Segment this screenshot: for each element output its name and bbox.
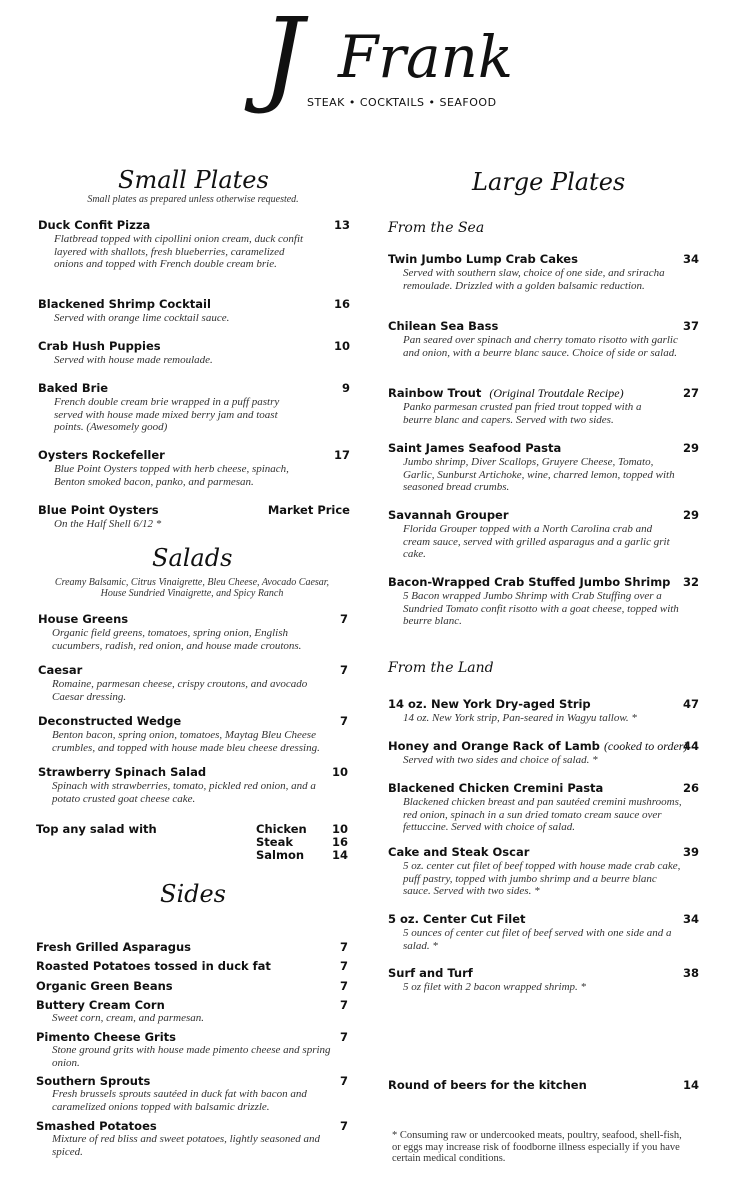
salad-addon-price: 10 — [332, 822, 349, 836]
menu-item-description: Organic field greens, tomatoes, spring onion, English cucumbers, radish, red onion, and house made croutons. — [52, 627, 302, 652]
menu-item-description: Blue Point Oysters topped with herb cheese, spinach, Benton smoked bacon, panko, and parmesan. — [54, 463, 289, 488]
menu-item-price: 44 — [682, 739, 699, 753]
menu-item-note: (Original Troutdale Recipe) — [489, 386, 624, 400]
menu-item-name-text: Honey and Orange Rack of Lamb — [388, 739, 600, 753]
menu-item-price: 7 — [339, 1119, 348, 1133]
menu-item-description: Flatbread topped with cipollini onion cream, duck confit layered with shallots, fresh blueberries, caramelized onions and topped with French double cream brie. — [54, 233, 304, 270]
menu-item-price: 37 — [682, 319, 699, 333]
menu-item-name: Surf and Turf — [388, 966, 473, 980]
menu-item-name: Buttery Cream Corn — [36, 998, 165, 1012]
menu-item-price: 39 — [682, 845, 699, 859]
menu-item-price: 14 — [682, 1078, 699, 1092]
menu-item-price: 10 — [333, 339, 350, 353]
menu-item-name: Fresh Grilled Asparagus — [36, 940, 192, 954]
logo-initial: J — [262, 0, 302, 117]
menu-item-description: Served with two sides and choice of salad. * — [403, 754, 598, 766]
salad-addon-price: 16 — [332, 835, 349, 849]
menu-item-name: Smashed Potatoes — [36, 1119, 157, 1133]
menu-item-note: (cooked to order) — [603, 739, 688, 753]
tagline: STEAK • COCKTAILS • SEAFOOD — [307, 96, 497, 109]
menu-item-price: 7 — [339, 1030, 348, 1044]
menu-item-description: Benton bacon, spring onion, tomatoes, Maytag Bleu Cheese crumbles, and topped with house made bleu cheese dressing. — [52, 729, 320, 754]
salad-addon-name: Steak — [256, 835, 293, 849]
menu-item-description: Stone ground grits with house made pimento cheese and spring onion. — [52, 1044, 331, 1069]
menu-item-price: 17 — [333, 448, 350, 462]
from-the-land-title: From the Land — [388, 660, 494, 676]
menu-item-name: Blackened Shrimp Cocktail — [38, 297, 211, 311]
menu-item-name: Organic Green Beans — [36, 979, 173, 993]
menu-item-name — [388, 739, 687, 754]
salad-addon-label: Top any salad with — [36, 822, 157, 836]
menu-item-description: Spinach with strawberries, tomato, pickled red onion, and a potato crusted goat cheese cake. — [52, 780, 316, 805]
menu-item-name: Bacon-Wrapped Crab Stuffed Jumbo Shrimp — [388, 575, 671, 589]
menu-item-name: Blackened Chicken Cremini Pasta — [388, 781, 604, 795]
menu-item-description: 5 Bacon wrapped Jumbo Shrimp with Crab Stuffing over a Sundried Tomato confit risotto with a goat cheese, topped with beurre blanc. — [403, 590, 679, 627]
menu-item-name: Deconstructed Wedge — [38, 714, 182, 728]
menu-item-price: 7 — [339, 998, 348, 1012]
menu-item-description: On the Half Shell 6/12 * — [54, 518, 162, 530]
menu-item-description: Sweet corn, cream, and parmesan. — [52, 1012, 205, 1024]
menu-item-name: Crab Hush Puppies — [38, 339, 161, 353]
small-plates-note: Small plates as prepared unless otherwise requested. — [87, 194, 299, 205]
menu-item-name-text: Rainbow Trout — [388, 386, 482, 400]
menu-item-name: Baked Brie — [38, 381, 109, 395]
menu-item-name: Saint James Seafood Pasta — [388, 441, 562, 455]
menu-item-price: 29 — [682, 441, 699, 455]
menu-item-name: Strawberry Spinach Salad — [38, 765, 207, 779]
menu-item-price: 34 — [682, 912, 699, 926]
menu-item-price: 26 — [682, 781, 699, 795]
menu-item-name: Cake and Steak Oscar — [388, 845, 530, 859]
menu-item-description: Fresh brussels sprouts sautéed in duck fat with bacon and caramelized onions topped with balsamic drizzle. — [52, 1088, 307, 1113]
menu-item-name — [388, 386, 624, 401]
salad-addon-name: Chicken — [256, 822, 307, 836]
menu-item-description: Served with orange lime cocktail sauce. — [54, 312, 230, 324]
menu-item-description: Romaine, parmesan cheese, crispy croutons, and avocado Caesar dressing. — [52, 678, 308, 703]
menu-item-price: 9 — [341, 381, 350, 395]
menu-item-description: 5 oz filet with 2 bacon wrapped shrimp. * — [403, 981, 587, 993]
menu-item-description: Mixture of red bliss and sweet potatoes, lightly seasoned and spiced. — [52, 1133, 321, 1158]
menu-item-price: 7 — [339, 663, 348, 677]
menu-item-price: 27 — [682, 386, 699, 400]
menu-item-name: Duck Confit Pizza — [38, 218, 151, 232]
menu-item-name: 5 oz. Center Cut Filet — [388, 912, 526, 926]
menu-item-name: Pimento Cheese Grits — [36, 1030, 177, 1044]
menu-item-description: French double cream brie wrapped in a puff pastry served with house made mixed berry jam and toast points. (Awesomely good) — [54, 396, 280, 433]
menu-item-description: Pan seared over spinach and cherry tomato risotto with garlic and onion, with a beurre blanc sauce. Choice of side or salad. — [403, 334, 678, 359]
menu-item-name: Oysters Rockefeller — [38, 448, 165, 462]
menu-item-name: Caesar — [38, 663, 83, 677]
menu-item-price: 7 — [339, 1074, 348, 1088]
menu-item-name: Blue Point Oysters — [38, 503, 159, 517]
menu-item-price: 10 — [331, 765, 348, 779]
menu-item-price: 38 — [682, 966, 699, 980]
menu-item-price: 7 — [339, 714, 348, 728]
food-safety-footnote: * Consuming raw or undercooked meats, poultry, seafood, shell-fish, or eggs may increase risk of foodborne illness especially if you have certain medical conditions. — [392, 1130, 682, 1164]
menu-item-price: 34 — [682, 252, 699, 266]
menu-item-price: 16 — [333, 297, 350, 311]
menu-item-price: 7 — [339, 979, 348, 993]
salad-addon-price: 14 — [332, 848, 349, 862]
menu-item-name: Savannah Grouper — [388, 508, 509, 522]
menu-item-description: Panko parmesan crusted pan fried trout topped with a beurre blanc and capers. Served with two sides. — [403, 401, 642, 426]
logo-word: Frank — [338, 23, 514, 91]
salads-title: Salads — [152, 544, 233, 572]
menu-item-description: Blackened chicken breast and pan sautéed cremini mushrooms, red onion, spinach in a sun dried tomato cream sauce over fettuccine. Served with choice of salad. — [403, 796, 682, 833]
menu-item-description: Served with house made remoulade. — [54, 354, 213, 366]
small-plates-title: Small Plates — [118, 166, 269, 194]
menu-item-name: Roasted Potatoes tossed in duck fat — [36, 959, 271, 973]
sides-title: Sides — [160, 880, 226, 908]
menu-item-description: Florida Grouper topped with a North Carolina crab and cream sauce, served with grilled asparagus and a garlic grit cake. — [403, 523, 670, 560]
menu-item-price: 7 — [339, 940, 348, 954]
menu-item-price: 47 — [682, 697, 699, 711]
menu-item-price: 13 — [333, 218, 350, 232]
menu-item-name: 14 oz. New York Dry-aged Strip — [388, 697, 591, 711]
menu-item-name: Round of beers for the kitchen — [388, 1078, 587, 1092]
menu-item-name: Chilean Sea Bass — [388, 319, 499, 333]
menu-item-price: 7 — [339, 612, 348, 626]
menu-item-description: Jumbo shrimp, Diver Scallops, Gruyere Cheese, Tomato, Garlic, Sunburst Artichoke, wine, charred lemon, topped with seasoned bread crumbs. — [403, 456, 675, 493]
menu-item-description: Served with southern slaw, choice of one side, and sriracha remoulade. Drizzled with a golden balsamic reduction. — [403, 267, 665, 292]
menu-item-name: House Greens — [38, 612, 129, 626]
large-plates-title: Large Plates — [472, 168, 626, 196]
menu-item-price: 7 — [339, 959, 348, 973]
menu-item-name: Twin Jumbo Lump Crab Cakes — [388, 252, 578, 266]
from-the-sea-title: From the Sea — [388, 220, 485, 236]
menu-item-description: 14 oz. New York strip, Pan-seared in Wagyu tallow. * — [403, 712, 637, 724]
salads-dressing-note: Creamy Balsamic, Citrus Vinaigrette, Bleu Cheese, Avocado Caesar, House Sundried Vinaigrette, and Spicy Ranch — [54, 577, 330, 599]
menu-item-name: Southern Sprouts — [36, 1074, 151, 1088]
menu-item-description: 5 ounces of center cut filet of beef served with one side and a salad. * — [403, 927, 672, 952]
menu-item-price: Market Price — [267, 503, 350, 517]
menu-item-description: 5 oz. center cut filet of beef topped with house made crab cake, puff pastry, topped with jumbo shrimp and a beurre blanc sauce. Served with two sides. * — [403, 860, 681, 897]
salad-addon-name: Salmon — [256, 848, 305, 862]
menu-item-price: 29 — [682, 508, 699, 522]
menu-item-price: 32 — [682, 575, 699, 589]
